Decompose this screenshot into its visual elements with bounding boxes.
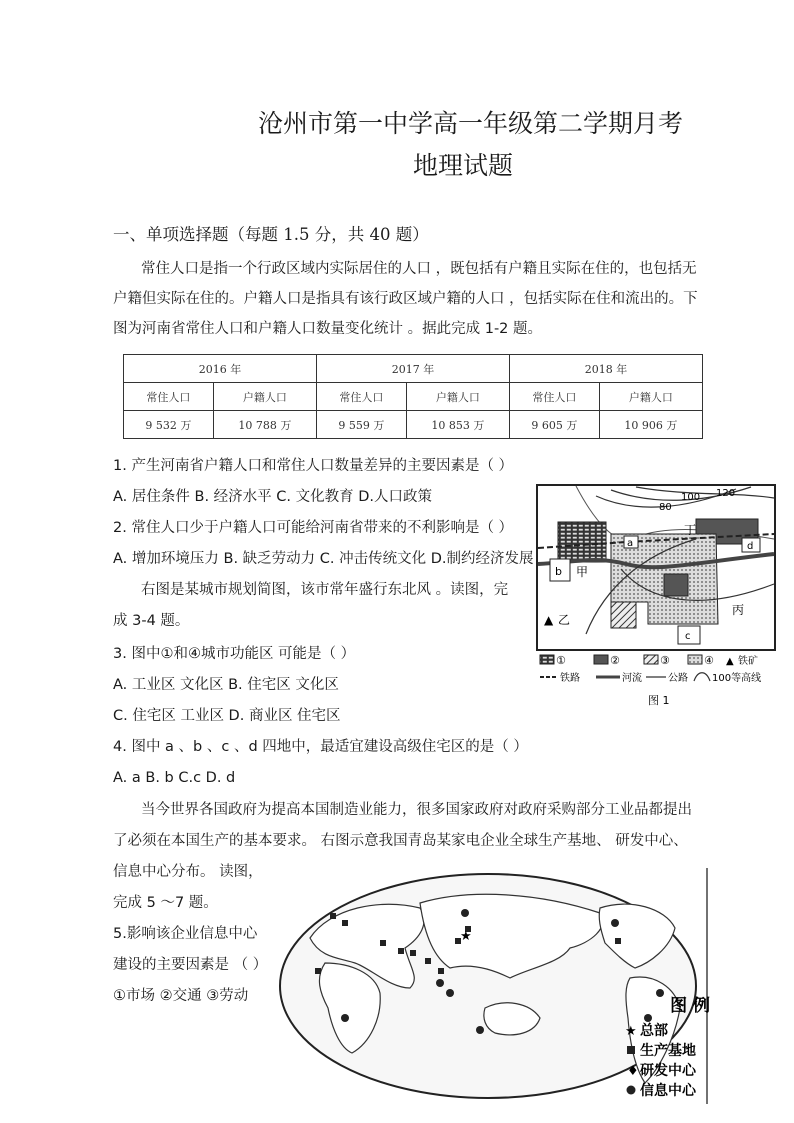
info-center-marker bbox=[436, 979, 444, 987]
info-center-marker bbox=[461, 909, 469, 917]
exam-subtitle: 地理试题 bbox=[413, 151, 514, 180]
legend-label: 铁路 bbox=[560, 673, 580, 684]
zone-3 bbox=[611, 602, 636, 628]
table-row bbox=[124, 383, 703, 411]
figure-caption: 图 1 bbox=[648, 694, 670, 707]
intro3-line: 了必须在本国生产的基本要求。 右图示意我国青岛某家电企业全球生产基地、 研发中心、 bbox=[113, 833, 688, 849]
production-base-marker bbox=[438, 968, 444, 974]
table-sub-header: 常住人口 bbox=[316, 383, 406, 411]
production-base-legend-icon bbox=[627, 1046, 635, 1054]
production-base-marker bbox=[380, 940, 386, 946]
q4-stem: 4. 图中 a 、b 、c 、d 四地中，最适宜建设高级住宅区的是（ ） bbox=[113, 739, 528, 755]
info-center-marker bbox=[446, 989, 454, 997]
table-cell: 10 853 万 bbox=[406, 411, 509, 439]
table-cell: 9 605 万 bbox=[509, 411, 599, 439]
table-year-header: 2017 年 bbox=[316, 355, 509, 383]
place-yi-label: 乙 bbox=[558, 613, 571, 627]
legend-label: 铁矿 bbox=[738, 656, 758, 667]
section-heading: 一、单项选择题（每题 1.5 分，共 40 题） bbox=[113, 225, 429, 244]
legend-label: ④ bbox=[704, 654, 714, 667]
legend-title: 图 例 bbox=[670, 996, 710, 1016]
legend-item-headquarters: 总部 bbox=[640, 1023, 668, 1039]
q2-stem: 2. 常住人口少于户籍人口可能给河南省带来的不利影响是（ ） bbox=[113, 520, 514, 536]
q2-options: A. 增加环境压力 B. 缺乏劳动力 C. 冲击传统文化 D.制约经济发展 bbox=[113, 551, 534, 567]
q3-stem: 3. 图中①和④城市功能区 可能是（ ） bbox=[113, 646, 356, 662]
legend-swatch-2 bbox=[594, 655, 608, 664]
q5-line: 5.影响该企业信息中心 bbox=[113, 926, 258, 942]
table-cell: 10 906 万 bbox=[599, 411, 702, 439]
headquarters-legend-icon: ★ bbox=[625, 1024, 637, 1039]
rd-center-legend-icon: ♦ bbox=[627, 1064, 639, 1079]
contour-label: 100 bbox=[681, 492, 701, 503]
place-jia-label: 甲 bbox=[576, 565, 589, 579]
legend-swatch-1 bbox=[540, 655, 554, 664]
intro2-line: 成 3-4 题。 bbox=[113, 613, 190, 629]
production-base-marker bbox=[315, 968, 321, 974]
legend-label: ① bbox=[556, 654, 566, 667]
table-cell: 9 532 万 bbox=[124, 411, 214, 439]
population-table bbox=[123, 354, 703, 439]
table-sub-header: 户籍人口 bbox=[406, 383, 509, 411]
legend-label: ② bbox=[610, 654, 620, 667]
intro2-line: 右图是某城市规划简图，该市常年盛行东北风 。读图，完 bbox=[141, 582, 509, 598]
table-sub-header: 常住人口 bbox=[124, 383, 214, 411]
info-center-marker bbox=[341, 1014, 349, 1022]
info-center-legend-icon bbox=[627, 1086, 636, 1095]
city-center bbox=[664, 574, 688, 596]
contour-label: 80 bbox=[659, 502, 672, 513]
table-row bbox=[124, 411, 703, 439]
exam-title: 沧州市第一中学高一年级第二学期月考 bbox=[258, 109, 684, 138]
place-bing-label: 丙 bbox=[732, 603, 745, 617]
headquarters-star-icon: ★ bbox=[460, 929, 472, 944]
info-center-marker bbox=[611, 919, 619, 927]
q5-line: ①市场 ②交通 ③劳动 bbox=[113, 988, 249, 1004]
place-b-label: b bbox=[555, 565, 562, 578]
iron-ore-icon: ▲ bbox=[544, 613, 554, 627]
production-base-marker bbox=[398, 948, 404, 954]
intro3-line: 完成 5 ～7 题。 bbox=[113, 895, 218, 911]
table-cell: 9 559 万 bbox=[316, 411, 406, 439]
place-d-label: d bbox=[747, 541, 754, 552]
q3-options-ab: A. 工业区 文化区 B. 住宅区 文化区 bbox=[113, 677, 339, 693]
q1-stem: 1. 产生河南省户籍人口和常住人口数量差异的主要因素是（ ） bbox=[113, 458, 514, 474]
city-planning-map bbox=[536, 484, 780, 710]
legend-item-rd-center: 研发中心 bbox=[640, 1063, 696, 1079]
legend-label: 河流 bbox=[622, 673, 642, 684]
q1-options: A. 居住条件 B. 经济水平 C. 文化教育 D.人口政策 bbox=[113, 489, 432, 505]
q5-line: 建设的主要因素是 （ ） bbox=[113, 957, 268, 973]
intro3-line: 信息中心分布。 读图， bbox=[113, 864, 263, 880]
legend-item-production-base: 生产基地 bbox=[640, 1043, 696, 1059]
contour-label: 120 bbox=[716, 488, 736, 499]
legend-label: 公路 bbox=[668, 673, 688, 684]
production-base-marker bbox=[330, 913, 336, 919]
legend-swatch-3 bbox=[644, 655, 658, 664]
table-row bbox=[124, 355, 703, 383]
table-year-header: 2016 年 bbox=[124, 355, 317, 383]
place-a-label: a bbox=[627, 538, 634, 549]
info-center-marker bbox=[644, 1014, 652, 1022]
legend-swatch-4 bbox=[688, 655, 702, 664]
legend-label: ③ bbox=[660, 654, 670, 667]
legend-label: 100等高线 bbox=[712, 673, 762, 684]
intro1-line: 常住人口是指一个行政区域内实际居住的人口 ，既包括有户籍且实际在住的，也包括无 bbox=[141, 261, 697, 277]
place-c-label: c bbox=[685, 631, 691, 642]
table-sub-header: 户籍人口 bbox=[213, 383, 316, 411]
production-base-marker bbox=[615, 938, 621, 944]
intro1-line: 图为河南省常住人口和户籍人口数量变化统计 。据此完成 1-2 题。 bbox=[113, 321, 543, 337]
q4-options: A. a B. b C.c D. d bbox=[113, 770, 236, 786]
table-sub-header: 户籍人口 bbox=[599, 383, 702, 411]
zone-1 bbox=[558, 522, 606, 562]
production-base-marker bbox=[410, 950, 416, 956]
world-distribution-map bbox=[270, 868, 710, 1104]
contour-legend-icon bbox=[694, 673, 710, 681]
iron-ore-legend-icon: ▲ bbox=[726, 656, 734, 667]
production-base-marker bbox=[342, 920, 348, 926]
table-sub-header: 常住人口 bbox=[509, 383, 599, 411]
intro1-line: 户籍但实际在住的。户籍人口是指具有该行政区域户籍的人口 ，包括实际在住和流出的。下 bbox=[113, 291, 698, 307]
q3-options-cd: C. 住宅区 工业区 D. 商业区 住宅区 bbox=[113, 708, 341, 724]
place-ding-label: 丁 bbox=[684, 523, 697, 537]
table-year-header: 2018 年 bbox=[509, 355, 702, 383]
intro3-line: 当今世界各国政府为提高本国制造业能力，很多国家政府对政府采购部分工业品都提出 bbox=[141, 802, 692, 818]
table-cell: 10 788 万 bbox=[213, 411, 316, 439]
info-center-marker bbox=[476, 1026, 484, 1034]
production-base-marker bbox=[425, 958, 431, 964]
legend-item-info-center: 信息中心 bbox=[640, 1083, 696, 1099]
info-center-marker bbox=[656, 989, 664, 997]
